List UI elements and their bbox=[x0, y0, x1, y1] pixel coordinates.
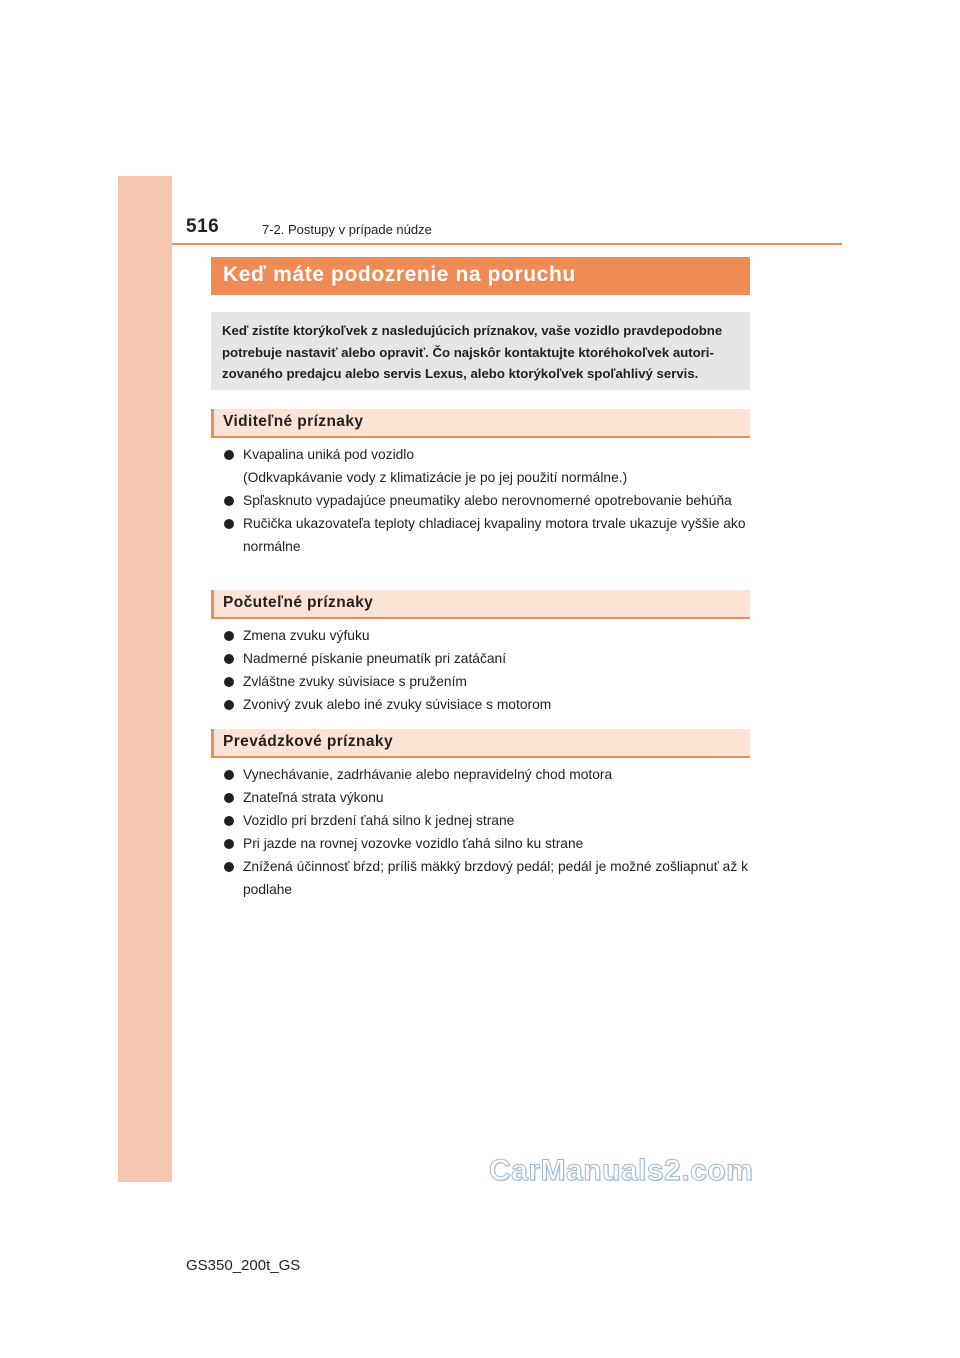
section-breadcrumb: 7-2. Postupy v prípade núdze bbox=[262, 222, 432, 237]
section-heading-audible-symptoms: Počuteľné príznaky bbox=[211, 590, 750, 619]
list-item-text: Ručička ukazovateľa teploty chladiacej kvapaliny motora trvale ukazuje vyššie ako normálne bbox=[243, 516, 746, 554]
list-item bbox=[222, 809, 750, 832]
bullet-icon bbox=[224, 631, 234, 641]
bullet-icon bbox=[224, 839, 234, 849]
list-item-text: Zmena zvuku výfuku bbox=[243, 628, 370, 643]
bullet-icon bbox=[224, 654, 234, 664]
visible-symptoms-list bbox=[222, 443, 750, 558]
header-divider bbox=[172, 243, 842, 245]
list-item-text: Zvláštne zvuky súvisiace s pružením bbox=[243, 674, 467, 689]
list-item bbox=[222, 670, 750, 693]
bullet-icon bbox=[224, 700, 234, 710]
bullet-icon bbox=[224, 770, 234, 780]
bullet-icon bbox=[224, 450, 234, 460]
list-item bbox=[222, 855, 750, 901]
bullet-icon bbox=[224, 519, 234, 529]
list-item-text: Vozidlo pri brzdení ťahá silno k jednej strane bbox=[243, 813, 515, 828]
list-item bbox=[222, 624, 750, 647]
list-item bbox=[222, 443, 750, 489]
bullet-icon bbox=[224, 677, 234, 687]
section-heading-visible-symptoms: Viditeľné príznaky bbox=[211, 409, 750, 438]
page-number: 516 bbox=[186, 216, 220, 237]
list-item bbox=[222, 693, 750, 716]
list-item bbox=[222, 647, 750, 670]
bullet-icon bbox=[224, 862, 234, 872]
model-code: GS350_200t_GS bbox=[186, 1257, 301, 1274]
list-item-text: Vynechávanie, zadrhávanie alebo nepravidelný chod motora bbox=[243, 767, 613, 782]
audible-symptoms-list bbox=[222, 624, 750, 716]
list-item-text: Pri jazde na rovnej vozovke vozidlo ťahá silno ku strane bbox=[243, 836, 584, 851]
intro-note: Keď zistíte ktorýkoľvek z nasledujúcich príznakov, vaše vozidlo pravdepodobne potrebuje nastaviť alebo opraviť. Čo najskôr kontaktujte ktoréhokoľvek autorizovaného predajcu alebo servis Lexus, alebo ktorýkoľvek spoľahlivý servis. bbox=[211, 312, 750, 390]
list-item-text: Nadmerné pískanie pneumatík pri zatáčaní bbox=[243, 651, 507, 666]
list-item-text: Kvapalina uniká pod vozidlo (Odkvapkávanie vody z klimatizácie je po jej použití normálne.) bbox=[243, 447, 628, 485]
list-item-text: Zvonivý zvuk alebo iné zvuky súvisiace s motorom bbox=[243, 697, 552, 712]
bullet-icon bbox=[224, 816, 234, 826]
list-item bbox=[222, 512, 750, 558]
list-item-text: Znateľná strata výkonu bbox=[243, 790, 384, 805]
list-item bbox=[222, 489, 750, 512]
list-item bbox=[222, 832, 750, 855]
chapter-side-tab bbox=[118, 176, 172, 1182]
list-item-text: Znížená účinnosť bŕzd; príliš mäkký brzdový pedál; pedál je možné zošliapnuť až k podlahe bbox=[243, 859, 748, 897]
bullet-icon bbox=[224, 496, 234, 506]
bullet-icon bbox=[224, 793, 234, 803]
watermark-logo: CarManuals2.com bbox=[489, 1154, 754, 1187]
page-title: Keď máte podozrenie na poruchu bbox=[211, 257, 750, 295]
section-heading-operational-symptoms: Prevádzkové príznaky bbox=[211, 729, 750, 758]
list-item bbox=[222, 786, 750, 809]
operational-symptoms-list bbox=[222, 763, 750, 901]
list-item bbox=[222, 763, 750, 786]
list-item-text: Spľasknuto vypadajúce pneumatiky alebo nerovnomerné opotrebovanie behúňa bbox=[243, 493, 732, 508]
